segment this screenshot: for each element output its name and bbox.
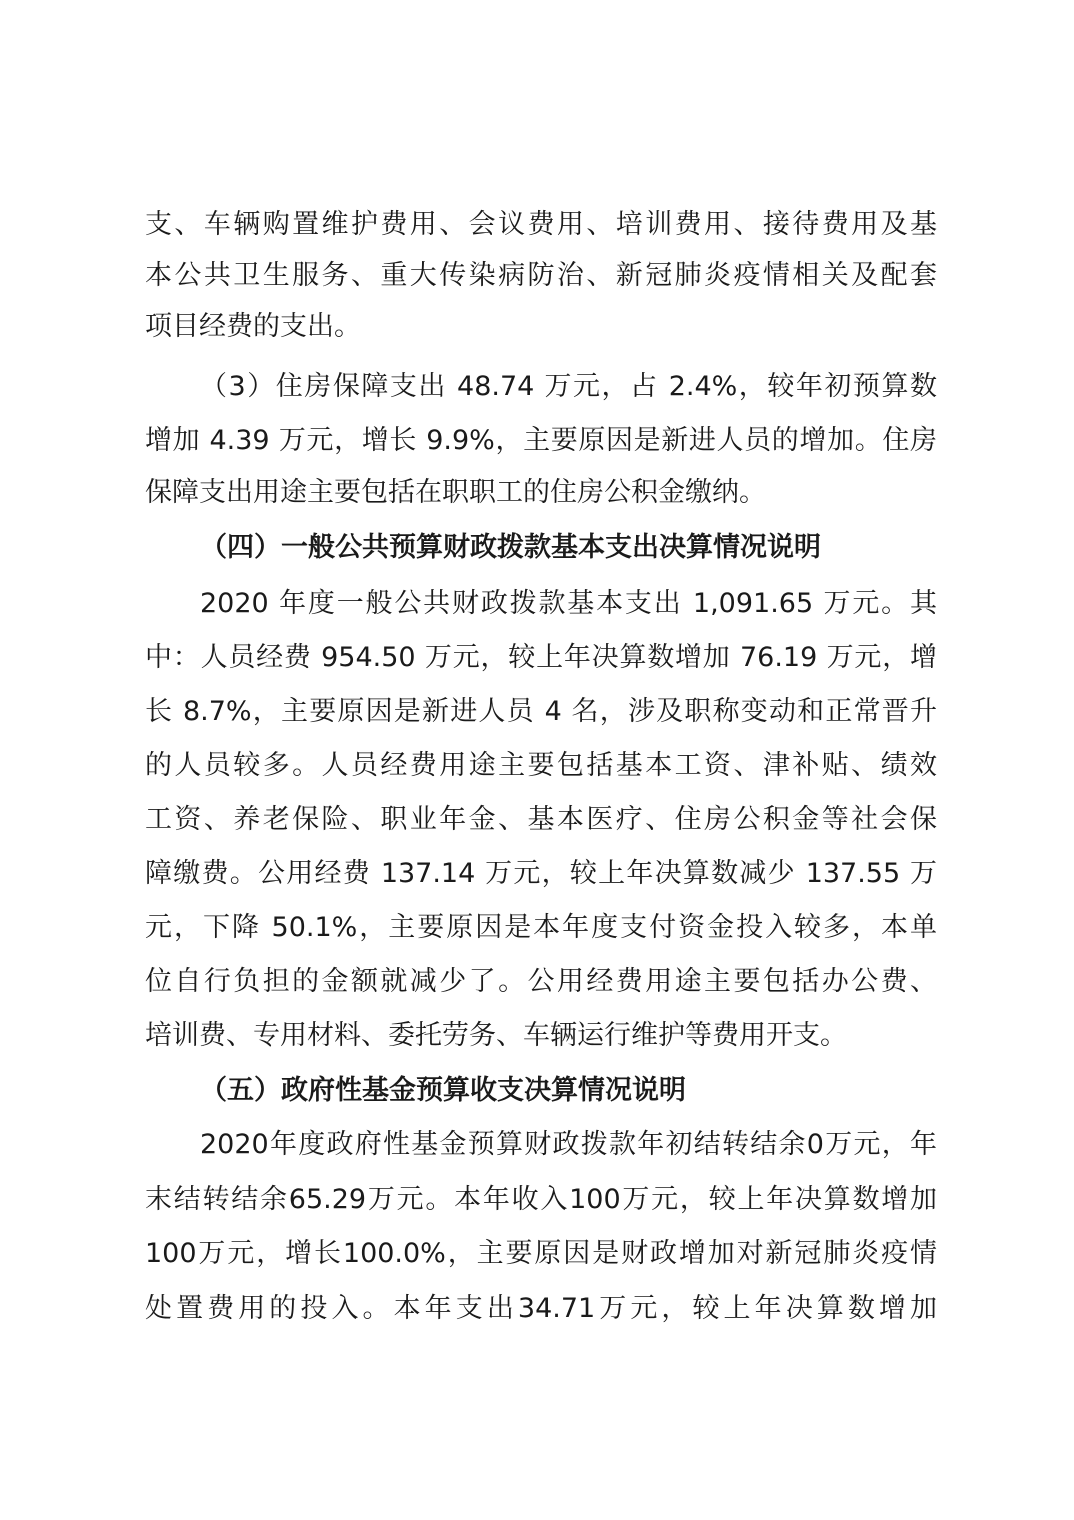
text-line-18: 2020年度政府性基金预算财政拨款年初结转结余0万元，年: [200, 1129, 937, 1160]
text-line-11: 的人员较多。人员经费用途主要包括基本工资、津补贴、绩效: [145, 750, 937, 781]
text-line-12: 工资、养老保险、职业年金、基本医疗、住房公积金等社会保: [145, 804, 937, 835]
section-heading-4: （四）一般公共预算财政拨款基本支出决算情况说明: [200, 532, 821, 563]
text-line-13: 障缴费。公用经费 137.14 万元，较上年决算数减少 137.55 万: [145, 858, 937, 889]
text-line-16: 培训费、专用材料、委托劳务、车辆运行维护等费用开支。: [145, 1020, 847, 1051]
text-line-20: 100万元，增长100.0%，主要原因是财政增加对新冠肺炎疫情: [145, 1238, 937, 1269]
text-line-3: 项目经费的支出。: [145, 311, 361, 342]
text-line-14: 元，下降 50.1%，主要原因是本年度支付资金投入较多，本单: [145, 912, 937, 943]
text-line-9: 中：人员经费 954.50 万元，较上年决算数增加 76.19 万元，增: [145, 642, 937, 673]
text-line-5: 增加 4.39 万元，增长 9.9%，主要原因是新进人员的增加。住房: [145, 425, 937, 456]
text-line-2: 本公共卫生服务、重大传染病防治、新冠肺炎疫情相关及配套: [145, 260, 937, 291]
text-line-6: 保障支出用途主要包括在职职工的住房公积金缴纳。: [145, 477, 766, 508]
text-line-1: 支、车辆购置维护费用、会议费用、培训费用、接待费用及基: [145, 209, 937, 240]
section-heading-5: （五）政府性基金预算收支决算情况说明: [200, 1075, 686, 1106]
text-line-8: 2020 年度一般公共财政拨款基本支出 1,091.65 万元。其: [200, 588, 937, 619]
text-line-4: （3）住房保障支出 48.74 万元，占 2.4%，较年初预算数: [200, 371, 937, 402]
text-line-15: 位自行负担的金额就减少了。公用经费用途主要包括办公费、: [145, 966, 937, 997]
text-line-10: 长 8.7%，主要原因是新进人员 4 名，涉及职称变动和正常晋升: [145, 696, 937, 727]
text-line-21: 处置费用的投入。本年支出34.71万元，较上年决算数增加: [145, 1293, 937, 1324]
text-line-19: 末结转结余65.29万元。本年收入100万元，较上年决算数增加: [145, 1184, 937, 1215]
